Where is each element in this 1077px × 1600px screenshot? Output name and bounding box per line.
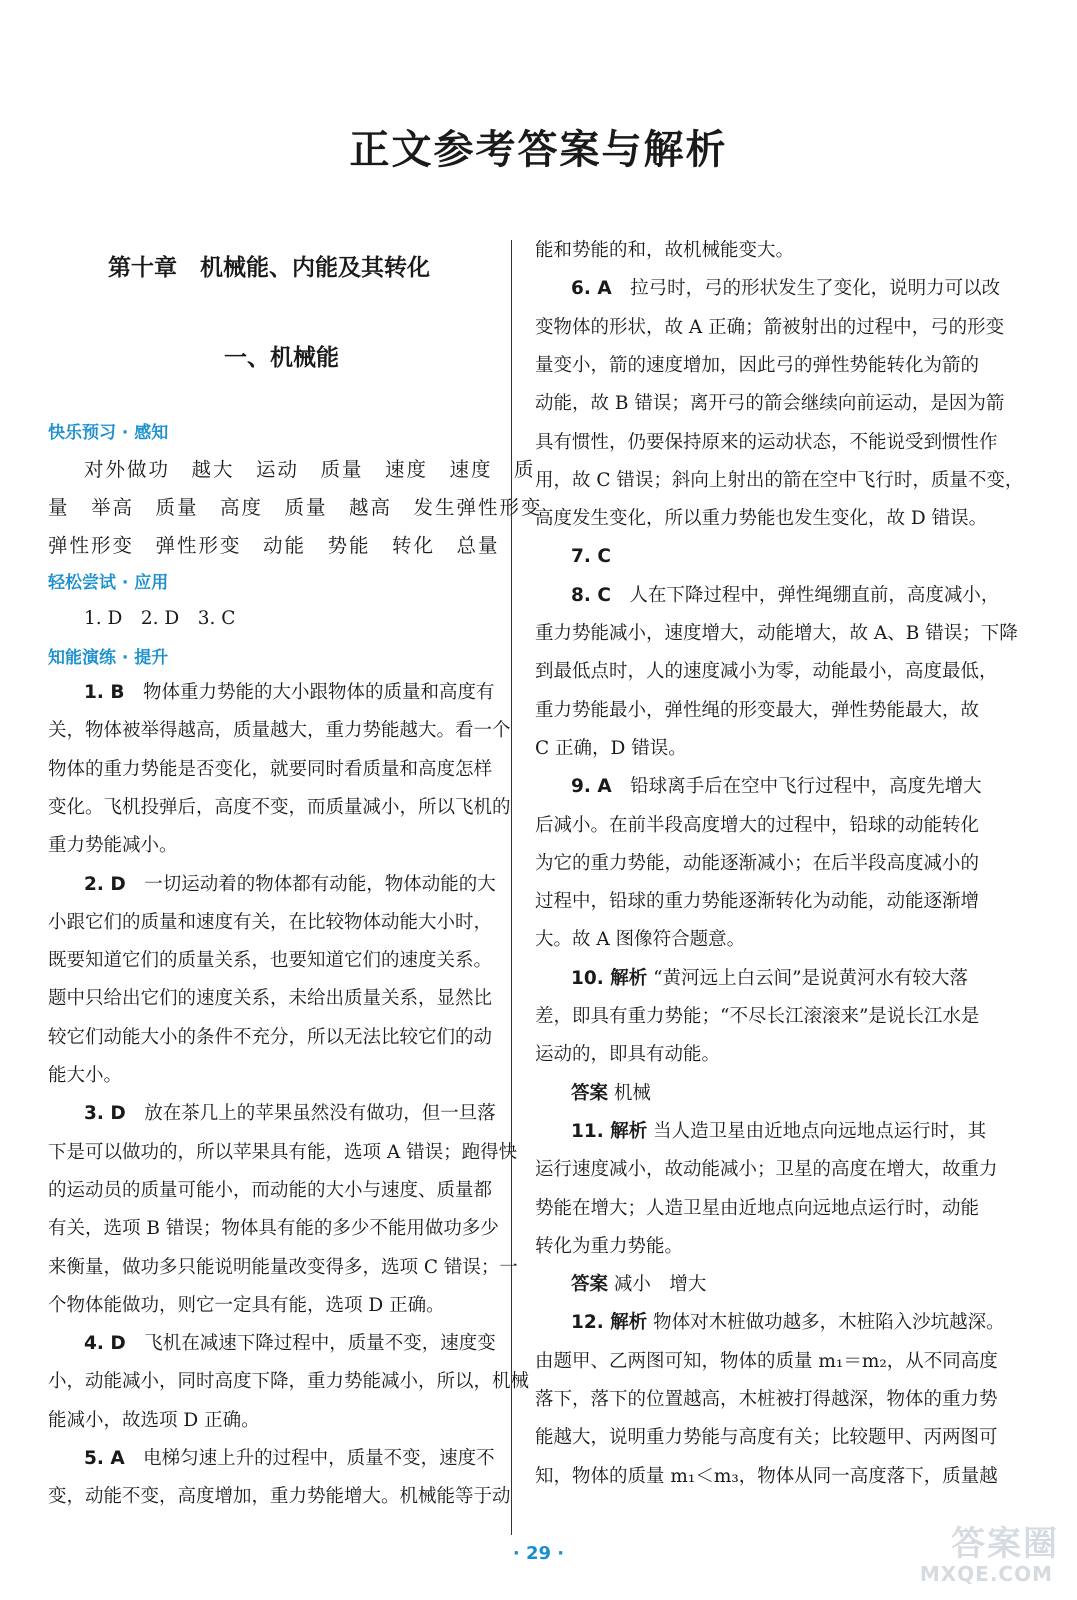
label-try: 轻松尝试 · 应用 <box>48 573 169 593</box>
answer-line: 具有惯性，仍要保持原来的运动状态，不能说受到惯性作 <box>535 431 998 453</box>
answer-line: 1. B 物体重力势能的大小跟物体的质量和高度有 <box>84 682 495 703</box>
answer-line: 运动的，即具有动能。 <box>535 1044 721 1066</box>
answer-line: 后减小。在前半段高度增大的过程中，铅球的动能转化 <box>535 814 980 836</box>
answer-line: 较它们动能大小的条件不充分，所以无法比较它们的动 <box>48 1026 493 1048</box>
preview-line: 弹性形变 弹性形变 动能 势能 转化 总量 <box>48 534 500 557</box>
answer-line: 大。故 A 图像符合题意。 <box>535 929 746 951</box>
answer-line: 个物体能做功，则它一定具有能，选项 D 正确。 <box>48 1294 445 1316</box>
answer-line: 7. C <box>571 546 611 568</box>
answer-line: 4. D 飞机在减速下降过程中，质量不变，速度变 <box>84 1333 496 1355</box>
answer-line: 到最低点时，人的速度减小为零，动能最小，高度最低， <box>535 661 998 683</box>
answer-line: 的运动员的质量可能小，而动能的大小与速度、质量都 <box>48 1179 493 1201</box>
label-preview: 快乐预习 · 感知 <box>48 423 169 443</box>
answer-line: 能越大，说明重力势能与高度有关；比较题甲、丙两图可 <box>535 1427 998 1449</box>
answer-line: 能和势能的和，故机械能变大。 <box>535 240 795 261</box>
answer-line: 由题甲、乙两图可知，物体的质量 m₁＝m₂，从不同高度 <box>535 1350 998 1372</box>
answer-line: 变化。飞机投弹后，高度不变，而质量减小，所以飞机的 <box>48 796 511 818</box>
answer-line: 过程中，铅球的重力势能逐渐转化为动能，动能逐渐增 <box>535 891 980 913</box>
answer-line: 小跟它们的质量和速度有关，在比较物体动能大小时， <box>48 911 493 933</box>
answer-line: 9. A 铅球离手后在空中飞行过程中，高度先增大 <box>571 776 982 798</box>
answer-line: 能减小，故选项 D 正确。 <box>48 1409 260 1431</box>
answer-line: 来衡量，做功多只能说明能量改变得多，选项 C 错误；一 <box>48 1256 518 1278</box>
answer-line: 高度发生变化，所以重力势能也发生变化，故 D 错误。 <box>535 508 988 530</box>
answer-line: 12. 解析 物体对木桩做功越多，木桩陷入沙坑越深。 <box>571 1312 1005 1334</box>
answer-line: 物体的重力势能是否变化，就要同时看质量和高度怎样 <box>48 758 493 780</box>
answer-line: 重力势能减小，速度增大，动能增大，故 A、B 错误；下降 <box>535 623 1018 644</box>
answer-line: 8. C 人在下降过程中，弹性绳绷直前，高度减小， <box>571 584 1000 606</box>
answer-line: 题中只给出它们的速度关系，未给出质量关系，显然比 <box>48 988 493 1010</box>
answer-line: 差，即具有重力势能；“不尽长江滚滚来”是说长江水是 <box>535 1006 980 1027</box>
answer-line: 10. 解析 “黄河远上白云间”是说黄河水有较大落 <box>571 967 969 989</box>
answer-line: 能大小。 <box>48 1065 123 1086</box>
watermark-logo <box>909 1516 1059 1586</box>
chapter-title: 第十章 机械能、内能及其转化 <box>108 255 430 281</box>
answer-line: 2. D 一切运动着的物体都有动能，物体动能的大 <box>84 873 496 895</box>
answer-line: 下是可以做功的，所以苹果具有能，选项 A 错误；跑得快 <box>48 1141 518 1163</box>
answer-line: 3. D 放在茶几上的苹果虽然没有做功，但一旦落 <box>84 1103 496 1125</box>
answer-line: 6. A 拉弓时，弓的形状发生了变化，说明力可以改 <box>571 278 1001 300</box>
answer-line: 为它的重力势能，动能逐渐减小；在后半段高度减小的 <box>535 852 980 874</box>
answer-line: 5. A 电梯匀速上升的过程中，质量不变，速度不 <box>84 1448 495 1469</box>
watermark-url: MXQE.COM <box>919 1562 1053 1586</box>
answer-line: 运行速度减小，故动能减小；卫星的高度在增大，故重力 <box>535 1159 998 1181</box>
answer-line: 答案 减小 增大 <box>571 1274 707 1296</box>
page-title: 正文参考答案与解析 <box>349 127 728 173</box>
try-answers: 1. D 2. D 3. C <box>84 608 236 629</box>
answer-line: 落下，落下的位置越高，木桩被打得越深，物体的重力势 <box>535 1389 998 1410</box>
answer-line: 有关，选项 B 错误；物体具有能的多少不能用做功多少 <box>48 1218 499 1240</box>
section-title: 一、机械能 <box>224 345 339 371</box>
answer-line: 重力势能最小，弹性绳的形变最大，弹性势能最大，故 <box>535 699 980 721</box>
answer-line: 变，动能不变，高度增加，重力势能增大。机械能等于动 <box>48 1486 511 1508</box>
answer-line: 知，物体的质量 m₁＜m₃，物体从同一高度落下，质量越 <box>535 1465 998 1487</box>
answer-line: 重力势能减小。 <box>48 835 178 857</box>
answer-line: 动能，故 B 错误；离开弓的箭会继续向前运动，是因为箭 <box>535 393 1005 415</box>
answer-line: 11. 解析 当人造卫星由近地点向远地点运行时，其 <box>571 1120 987 1142</box>
preview-line: 对外做功 越大 运动 质量 速度 速度 质 <box>84 458 536 481</box>
preview-line: 量 举高 质量 高度 质量 越高 发生弹性形变 <box>48 496 543 519</box>
answer-line: 转化为重力势能。 <box>535 1235 684 1257</box>
column-divider <box>511 240 512 1535</box>
page-number: · 29 · <box>512 1543 565 1564</box>
answer-line: 变物体的形状，故 A 正确；箭被射出的过程中，弓的形变 <box>535 316 1005 338</box>
answer-line: 势能在增大；人造卫星由近地点向远地点运行时，动能 <box>535 1197 980 1219</box>
answer-line: 答案 机械 <box>571 1082 651 1104</box>
answer-line: 关，物体被举得越高，质量越大，重力势能越大。看一个 <box>48 720 511 742</box>
watermark-text: 答案圈 <box>951 1524 1059 1564</box>
answer-line: 量变小，箭的速度增加，因此弓的弹性势能转化为箭的 <box>535 354 980 376</box>
answer-line: 既要知道它们的质量关系，也要知道它们的速度关系。 <box>48 950 493 972</box>
label-practice: 知能演练 · 提升 <box>48 648 169 668</box>
answer-line: C 正确，D 错误。 <box>535 737 687 759</box>
answer-line: 用，故 C 错误；斜向上射出的箭在空中飞行时，质量不变， <box>535 469 1024 491</box>
answer-line: 小，动能减小，同时高度下降，重力势能减小，所以，机械 <box>48 1371 530 1393</box>
